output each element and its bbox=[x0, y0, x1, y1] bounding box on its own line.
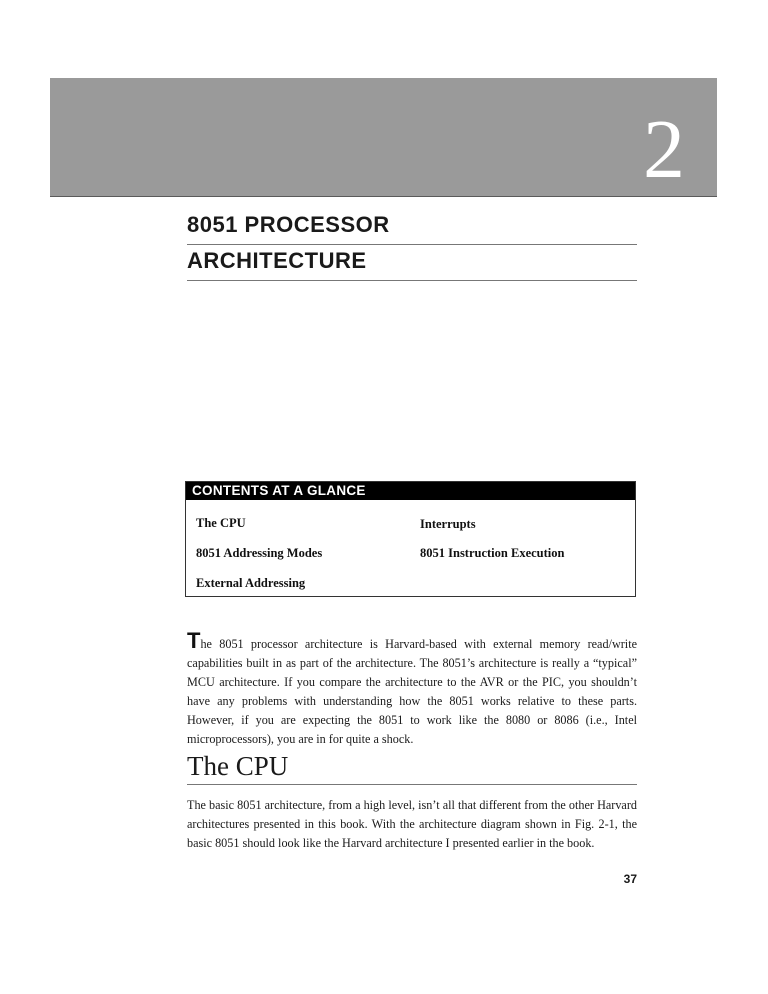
intro-text: he 8051 processor architecture is Harvard-based with external memory read/write capabilities built in as part of the architecture. The 8051’s architecture is really a “typical” MCU architecture. If you compare the architecture to the AVR or the PIC, you shouldn’t have any problems with understanding how the 8051 works relative to these parts. However, if you are expecting the 8051 to work like the 8080 or 8086 (i.e., Intel microprocessors), you are in for quite a shock. bbox=[187, 637, 637, 746]
contents-item-addressing-modes: 8051 Addressing Modes bbox=[196, 546, 323, 560]
drop-cap: T bbox=[187, 628, 201, 653]
page-number: 37 bbox=[623, 872, 637, 886]
chapter-number: 2 bbox=[643, 103, 685, 196]
intro-paragraph bbox=[187, 628, 637, 749]
section-paragraph: The basic 8051 architecture, from a high level, isn’t all that different from the other Harvard architectures presented in this book. With the architecture diagram shown in Fig. 2-1, the basic 8051 should look like the Harvard architecture I presented earlier in the book. bbox=[187, 798, 637, 850]
contents-item-external-addressing: External Addressing bbox=[196, 576, 306, 590]
contents-item-instruction-execution: 8051 Instruction Execution bbox=[420, 546, 565, 560]
contents-item-the-cpu: The CPU bbox=[196, 516, 246, 530]
contents-heading: CONTENTS AT A GLANCE bbox=[186, 482, 635, 500]
chapter-title-line-2: ARCHITECTURE bbox=[187, 248, 637, 281]
section-heading: The CPU bbox=[187, 752, 637, 785]
chapter-title-line-1: 8051 PROCESSOR bbox=[187, 212, 637, 245]
contents-item-interrupts: Interrupts bbox=[420, 517, 476, 531]
contents-at-a-glance bbox=[185, 481, 636, 597]
chapter-banner bbox=[50, 78, 717, 197]
